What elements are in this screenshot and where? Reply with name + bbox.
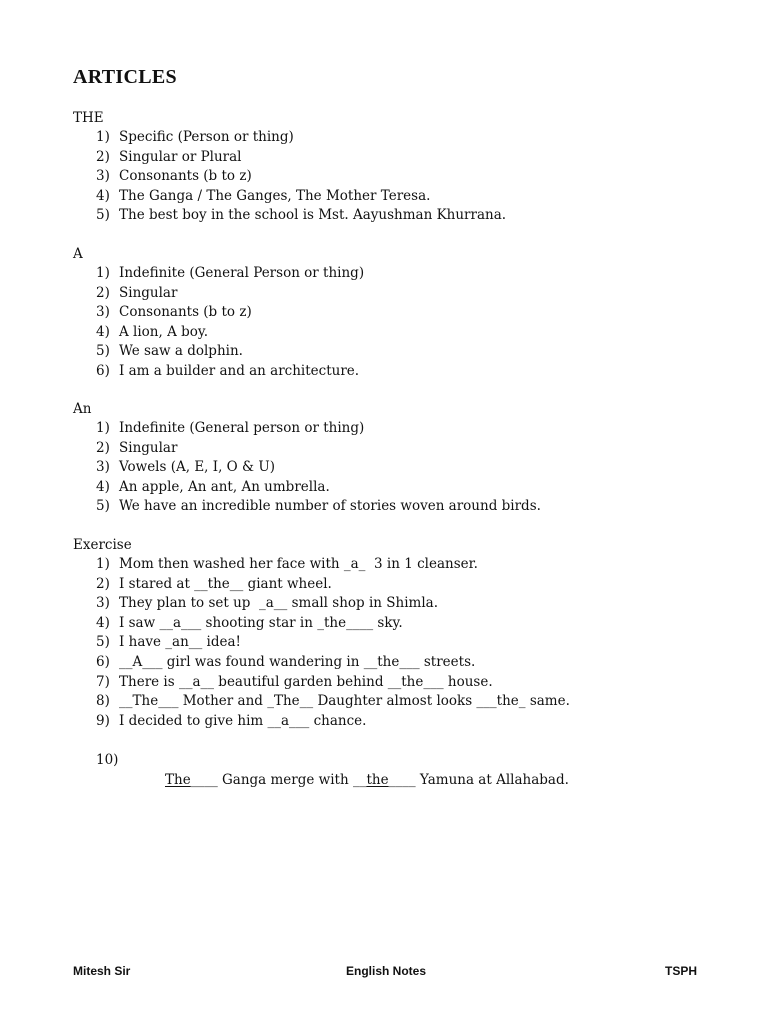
item-number: 4) (96, 614, 110, 631)
exercise-item (73, 594, 438, 614)
item-text: Indefinite (General Person or thing) (119, 265, 365, 281)
item-number: 5) (96, 498, 110, 515)
item-text: We have an incredible number of stories woven around birds. (119, 498, 541, 515)
item-number: 8) (96, 693, 110, 710)
item-text: There is __a__ beautiful garden behind __the___ house. (119, 673, 493, 690)
item-text: I am a builder and an architecture. (119, 362, 360, 379)
item-text: I have _an__ idea! (119, 634, 241, 651)
item-text: Consonants (b to z) (119, 168, 252, 185)
item-text: Vowels (A, E, I, O & U) (119, 459, 275, 476)
exercise-item (73, 555, 478, 575)
answer-blank: ____ (190, 771, 218, 788)
exercise-item (73, 614, 403, 634)
item-number: 3) (96, 168, 110, 185)
item-text: A lion, A boy. (119, 323, 209, 340)
item-text: Indefinite (General person or thing) (119, 420, 365, 436)
item-text: Specific (Person or thing) (119, 129, 294, 145)
item-text: An apple, An ant, An umbrella. (119, 478, 330, 495)
item-text: __The___ Mother and _The__ Daughter almost looks ___the_ same. (119, 693, 570, 710)
item-text: I saw __a___ shooting star in _the____ sky. (119, 614, 403, 631)
item-text: We saw a dolphin. (119, 343, 243, 360)
item-number: 9) (96, 712, 110, 729)
section-heading-a: A (73, 246, 83, 262)
list-exercise (73, 555, 570, 788)
item-text: __A___ girl was found wandering in __the___ streets. (119, 653, 476, 670)
item-number: 7) (96, 673, 110, 690)
item-number: 5) (96, 343, 110, 360)
item-number: 3) (96, 595, 110, 612)
footer-center: English Notes (346, 964, 427, 978)
item-number: 3) (96, 459, 110, 476)
item-number: 2) (96, 148, 110, 165)
item-number: 2) (96, 575, 110, 592)
item-text (165, 771, 569, 791)
footer-right: TSPH (665, 964, 698, 978)
exercise-item (73, 653, 476, 673)
exercise-item (73, 673, 493, 693)
item-number: 10) (96, 751, 119, 768)
item-number: 4) (96, 323, 110, 340)
exercise-item (73, 692, 570, 712)
section-heading-the: THE (73, 110, 104, 126)
exercise-item (73, 712, 367, 732)
item-text: Mom then washed her face with _a_ 3 in 1 cleanser. (119, 556, 478, 572)
item-text: The best boy in the school is Mst. Aayushman Khurrana. (119, 207, 507, 224)
item-number: 1) (96, 265, 110, 281)
item-text: Singular (119, 439, 178, 456)
item-number: 6) (96, 653, 110, 670)
item-text: I stared at __the__ giant wheel. (119, 575, 332, 592)
item-number: 3) (96, 304, 110, 321)
item-text: They plan to set up _a__ small shop in Shimla. (119, 595, 438, 612)
item-number: 1) (96, 129, 110, 145)
section-heading-an: An (73, 401, 92, 417)
item-text-end: Yamuna at Allahabad. (415, 771, 569, 788)
item-number: 5) (96, 207, 110, 224)
section-heading-exercise: Exercise (73, 537, 132, 553)
item-text: I decided to give him __a___ chance. (119, 712, 367, 729)
page-title: ARTICLES (73, 66, 177, 88)
item-number: 1) (96, 556, 110, 572)
item-number: 4) (96, 478, 110, 495)
item-number: 4) (96, 187, 110, 204)
answer-word: The (165, 771, 191, 788)
exercise-item (73, 633, 241, 653)
item-number: 5) (96, 634, 110, 651)
item-number: 6) (96, 362, 110, 379)
item-text: Singular (119, 284, 178, 301)
exercise-item (73, 731, 569, 788)
answer-blank: ____ (388, 771, 416, 788)
item-text: The Ganga / The Ganges, The Mother Teresa. (119, 187, 431, 204)
item-text: Singular or Plural (119, 148, 242, 165)
item-number: 2) (96, 439, 110, 456)
exercise-item (73, 575, 332, 595)
item-number: 2) (96, 284, 110, 301)
answer-word: the (366, 771, 389, 788)
item-text-middle: Ganga merge with __ (217, 771, 367, 788)
footer-left: Mitesh Sir (73, 964, 131, 978)
item-text: Consonants (b to z) (119, 304, 252, 321)
item-number: 1) (96, 420, 110, 436)
